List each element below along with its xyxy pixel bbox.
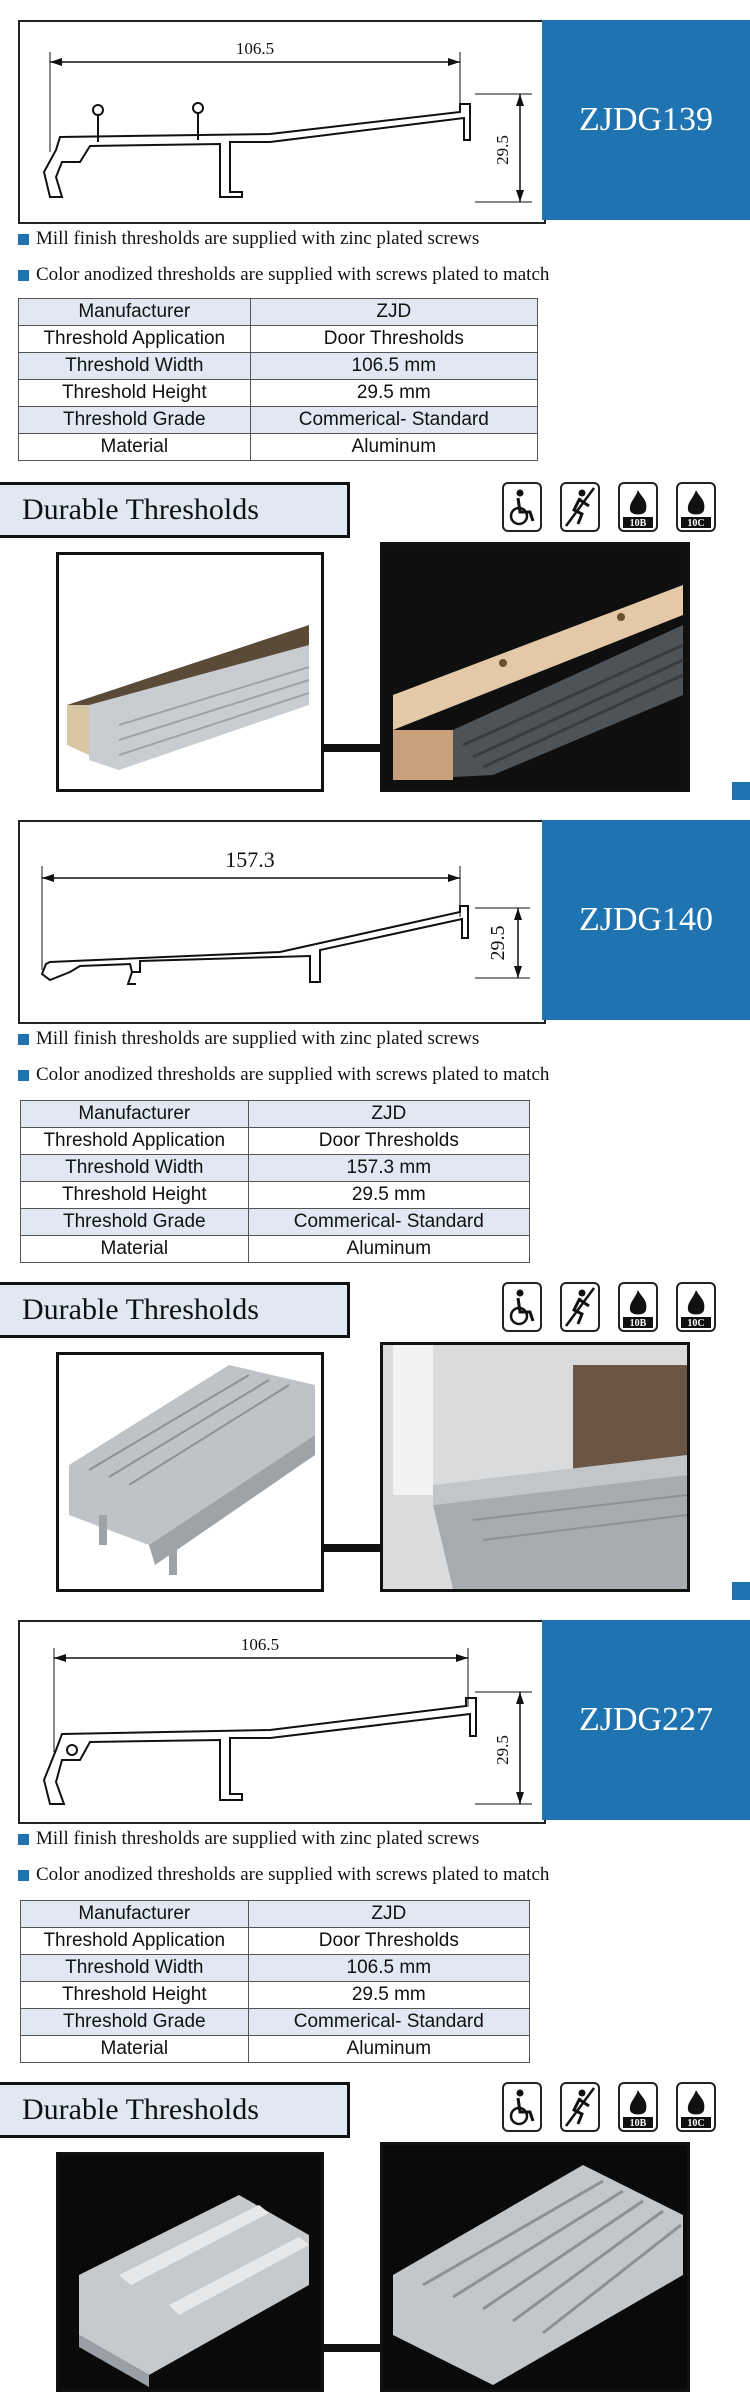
svg-text:10C: 10C <box>687 518 705 529</box>
product-photo-right <box>380 2142 690 2392</box>
no-slip-icon <box>560 2082 600 2132</box>
svg-text:10B: 10B <box>629 2118 647 2129</box>
model-number-badge: ZJDG140 <box>542 820 750 1020</box>
spec-table-3 <box>20 1900 530 2063</box>
svg-text:10C: 10C <box>687 2118 705 2129</box>
bullet-text: Mill finish thresholds are supplied with zinc plated screws <box>36 228 480 249</box>
height-dimension-label: 29.5 <box>487 925 509 961</box>
bullet-zinc-screws <box>18 1826 718 1852</box>
fire-rating-10c-icon <box>676 2082 716 2132</box>
photo-connector <box>318 1544 384 1552</box>
spec-table-2 <box>20 1100 530 1263</box>
product-photo-left <box>56 2152 324 2392</box>
section-banner: Durable Thresholds <box>0 2082 350 2138</box>
wheelchair-accessible-icon <box>502 482 542 532</box>
table-row: Material Aluminum <box>19 434 538 461</box>
bullet-marker <box>18 1870 29 1881</box>
fire-rating-10c-icon <box>676 482 716 532</box>
svg-text:10B: 10B <box>629 518 647 529</box>
table-row: Threshold Application Door Thresholds <box>21 1128 530 1155</box>
model-number-badge: ZJDG139 <box>542 20 750 220</box>
wheelchair-accessible-icon <box>502 1282 542 1332</box>
model-number-badge: ZJDG227 <box>542 1620 750 1820</box>
product-photo-right <box>380 542 690 792</box>
product-photo-left <box>56 552 324 792</box>
photo-connector <box>318 2344 384 2352</box>
bullet-marker <box>18 270 29 281</box>
product-photo-right <box>380 1342 690 1592</box>
no-slip-icon <box>560 1282 600 1332</box>
profile-drawing-3 <box>18 1620 546 1824</box>
width-dimension-label: 106.5 <box>235 39 275 58</box>
bullet-text: Color anodized thresholds are supplied with screws plated to match <box>36 264 550 285</box>
table-row: Threshold Width 106.5 mm <box>21 1955 530 1982</box>
table-row: Threshold Grade Commerical- Standard <box>19 407 538 434</box>
bullet-anodized-screws <box>18 1062 718 1088</box>
profile-drawing-2 <box>18 820 546 1024</box>
profile-drawing-1 <box>18 20 546 224</box>
bullet-zinc-screws <box>18 1026 718 1052</box>
no-slip-icon <box>560 482 600 532</box>
product-photo-left <box>56 1352 324 1592</box>
height-dimension-label: 29.5 <box>493 135 512 165</box>
corner-marker <box>732 1582 750 1600</box>
fire-rating-10b-icon <box>618 482 658 532</box>
section-banner: Durable Thresholds <box>0 482 350 538</box>
bullet-text: Color anodized thresholds are supplied with screws plated to match <box>36 1864 550 1885</box>
table-row: Threshold Application Door Thresholds <box>21 1928 530 1955</box>
bullet-text: Mill finish thresholds are supplied with zinc plated screws <box>36 1028 480 1049</box>
photo-connector <box>318 744 384 752</box>
profile-diagram <box>20 822 544 1022</box>
table-row: Threshold Height 29.5 mm <box>19 380 538 407</box>
fire-rating-10c-icon <box>676 1282 716 1332</box>
table-row: Threshold Height 29.5 mm <box>21 1982 530 2009</box>
spec-table-1 <box>18 298 538 461</box>
table-row: Material Aluminum <box>21 2036 530 2063</box>
height-dimension-label: 29.5 <box>493 1735 512 1765</box>
bullet-text: Color anodized thresholds are supplied with screws plated to match <box>36 1064 550 1085</box>
bullet-marker <box>18 234 29 245</box>
table-row: Material Aluminum <box>21 1236 530 1263</box>
bullet-text: Mill finish thresholds are supplied with zinc plated screws <box>36 1828 480 1849</box>
bullet-marker <box>18 1070 29 1081</box>
table-row: Threshold Grade Commerical- Standard <box>21 1209 530 1236</box>
fire-rating-10b-icon <box>618 2082 658 2132</box>
fire-rating-10b-icon <box>618 1282 658 1332</box>
table-row: Threshold Height 29.5 mm <box>21 1182 530 1209</box>
table-row: Threshold Grade Commerical- Standard <box>21 2009 530 2036</box>
table-row: Threshold Width 106.5 mm <box>19 353 538 380</box>
table-row: Manufacturer ZJD <box>21 1101 530 1128</box>
width-dimension-label: 106.5 <box>240 1635 280 1654</box>
bullet-marker <box>18 1034 29 1045</box>
bullet-anodized-screws <box>18 1862 718 1888</box>
bullet-zinc-screws <box>18 226 718 252</box>
bullet-marker <box>18 1834 29 1845</box>
svg-text:10C: 10C <box>687 1318 705 1329</box>
wheelchair-accessible-icon <box>502 2082 542 2132</box>
profile-diagram <box>20 22 544 222</box>
svg-text:10B: 10B <box>629 1318 647 1329</box>
table-row: Threshold Width 157.3 mm <box>21 1155 530 1182</box>
table-row: Manufacturer ZJD <box>21 1901 530 1928</box>
section-banner: Durable Thresholds <box>0 1282 350 1338</box>
table-row: Manufacturer ZJD <box>19 299 538 326</box>
bullet-anodized-screws <box>18 262 718 288</box>
corner-marker <box>732 782 750 800</box>
table-row: Threshold Application Door Thresholds <box>19 326 538 353</box>
profile-diagram <box>20 1622 544 1822</box>
width-dimension-label: 157.3 <box>225 847 275 872</box>
